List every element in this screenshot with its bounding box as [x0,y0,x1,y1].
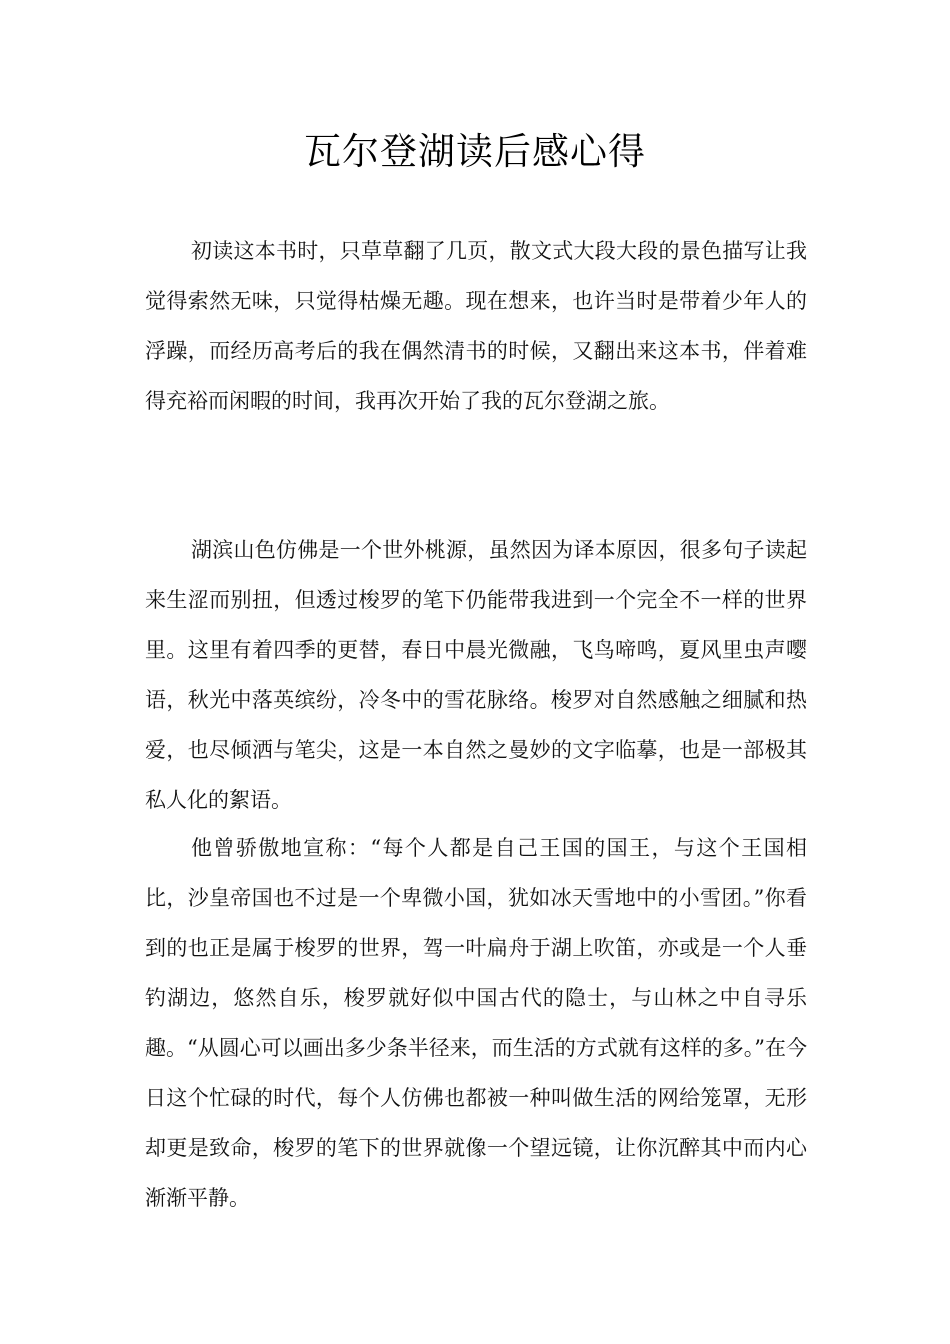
paragraph-3: 他曾骄傲地宣称：“每个人都是自己王国的国王，与这个王国相比，沙皇帝国也不过是一个卑微小国，犹如冰天雪地中的小雪团。”你看到的也正是属于梭罗的世界，驾一叶扁舟于湖上吹笛，亦或是一个人垂钓湖边，悠然自乐，梭罗就好似中国古代的隐士，与山林之中自寻乐趣。“从圆心可以画出多少条半径来，而生活的方式就有这样的多。”在今日这个忙碌的时代，每个人仿佛也都被一种叫做生活的网给笼罩，无形却更是致命，梭罗的笔下的世界就像一个望远镜，让你沉醉其中而内心渐渐平静。 [145,836,807,1210]
paragraph-1: 初读这本书时，只草草翻了几页，散文式大段大段的景色描写让我觉得索然无味，只觉得枯燥无趣。现在想来，也许当时是带着少年人的浮躁，而经历高考后的我在偶然清书的时候，又翻出来这本书，伴着难得充裕而闲暇的时间，我再次开始了我的瓦尔登湖之旅。 [145,239,807,413]
document-title: 瓦尔登湖读后感心得 [304,130,646,173]
paragraph-2: 湖滨山色仿佛是一个世外桃源，虽然因为译本原因，很多句子读起来生涩而别扭，但透过梭罗的笔下仍能带我进到一个完全不一样的世界里。这里有着四季的更替，春日中晨光微融，飞鸟啼鸣，夏风里虫声嘤语，秋光中落英缤纷，冷冬中的雪花脉络。梭罗对自然感触之细腻和热爱，也尽倾洒与笔尖，这是一本自然之曼妙的文字临摹，也是一部极其私人化的絮语。 [145,538,807,812]
